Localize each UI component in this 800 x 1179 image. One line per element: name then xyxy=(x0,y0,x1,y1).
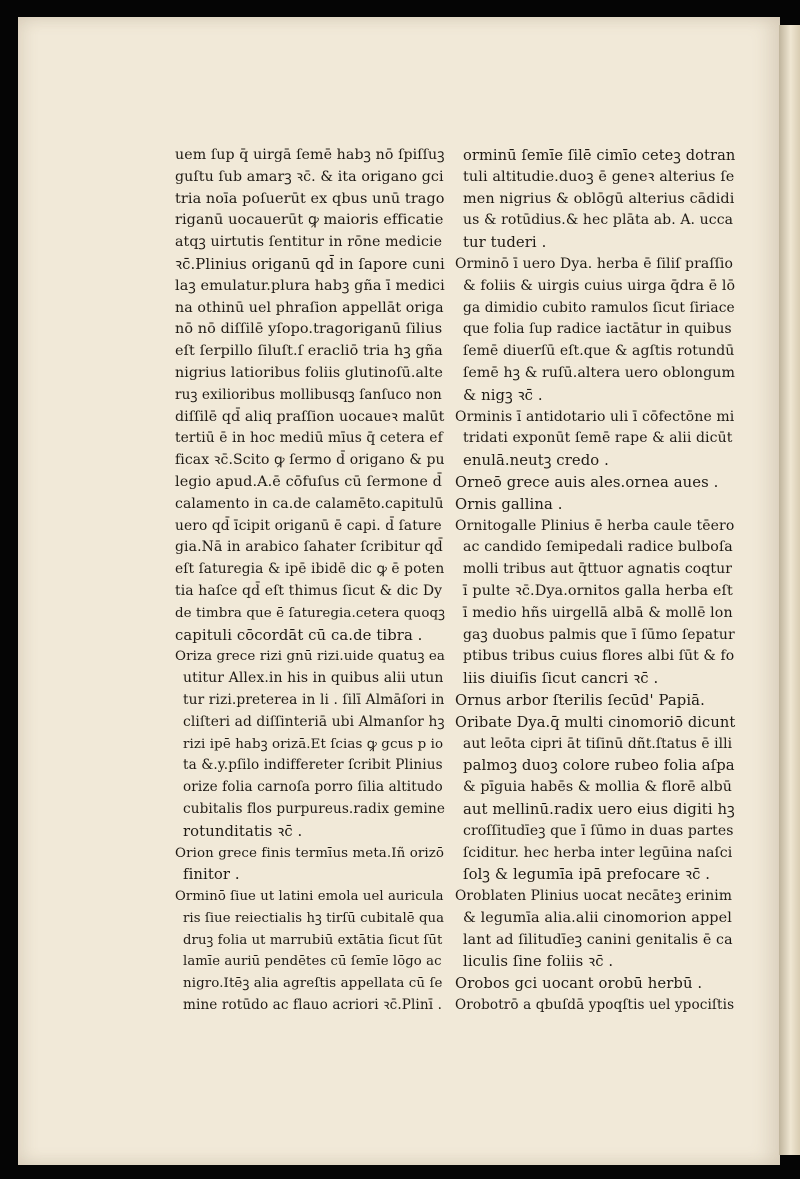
text-line: ī pulte ꝛc̄.Dya.ornitos galla herba eſt xyxy=(463,582,733,599)
text-line: tertiū ē in hoc mediū mīus q̄ cetera ef xyxy=(175,430,443,447)
text-line: nō nō diſſilē yſopo.tragoriganū ſilius xyxy=(175,321,443,338)
text-line: cliſteri ad diſſinteriā ubi Almanſor hꝫ xyxy=(183,713,445,730)
text-line: guſtu ſub amarꝫ ꝛc̄. & ita origano gci xyxy=(175,168,444,185)
text-line: Orion grece finis termīus meta.Iñ orizō xyxy=(175,845,445,861)
text-line: Orminō ī uero Dya. herba ē ſiliſ praſſio xyxy=(455,255,734,272)
left-text-column xyxy=(175,145,445,1017)
text-line: & foliis & uirgis cuius uirga q̄dra ē lō xyxy=(463,277,736,294)
text-line: liculis ſine foliis ꝛc̄ . xyxy=(463,953,614,971)
text-line: & legumīa alia.alii cinomorion appel xyxy=(463,909,732,926)
text-line: men nigrius & oblōgū alterius cādidi xyxy=(463,190,735,207)
text-line: Orobotrō a qbuſdā ypoqſtis uel ypociſtis xyxy=(455,997,735,1014)
text-line: Orobos gci uocant orobū herbū . xyxy=(455,975,703,993)
text-line: Orminō ſiue ut latini emola uel auricula xyxy=(175,889,444,905)
text-line: rizi ipē habꝫ orizā.Et ſcias ꝙ gcus p io xyxy=(183,736,444,752)
text-line: tia haſce qd̄ eſt thimus ſicut & dic Dy xyxy=(175,582,443,599)
text-line: nigro.Itēꝫ alia agreſtis appellata cū ſe xyxy=(183,976,443,992)
text-line: capituli cōcordāt cū ca.de tibra . xyxy=(175,626,423,644)
text-line: eſt ſaturegia & ipē ibidē dic ꝙ ē poten xyxy=(175,561,445,578)
text-line: Oribate Dya.q̄ multi cinomoriō dicunt xyxy=(455,713,736,731)
text-line: tur rizi.preterea in li . ſilī Almāſori in xyxy=(183,691,445,708)
text-line: Oroblaten Plinius uocat necāteꝫ erinim xyxy=(455,888,732,905)
text-line: & nigꝫ ꝛc̄ . xyxy=(463,386,543,404)
text-line: cubitalis flos purpureus.radix gemine xyxy=(183,800,445,817)
text-line: enulā.neutꝫ credo . xyxy=(463,452,609,470)
text-line: aut leōta cipri āt tiſinū dñt.ſtatus ē illi xyxy=(463,735,733,752)
text-line: calamento in ca.de calamēto.capitulū xyxy=(175,495,444,512)
text-line: finitor . xyxy=(183,866,240,884)
text-line: aut mellinū.radix uero eius digiti hꝫ xyxy=(463,800,735,818)
text-line: liis diuiſis ſicut cancri ꝛc̄ . xyxy=(463,670,659,688)
text-line: ꝛc̄.Plinius origanū qd̄ in ſapore cuni xyxy=(175,255,445,273)
text-line: ga dimidio cubito ramulos ſicut ſiriace xyxy=(463,299,735,316)
text-line: ficax ꝛc̄.Scito ꝙ ſermo d̄ origano & pu xyxy=(175,452,445,469)
text-line: orminū ſemīe ſilē cimīo ceteꝫ dotran xyxy=(463,147,736,164)
text-line: & pīguia habēs & mollia & florē albū xyxy=(463,779,733,796)
text-line: lamīe auriū pendētes cū ſemīe lōgo ac xyxy=(183,954,442,970)
text-line: nigrius latioribus foliis glutinoſū.alte xyxy=(175,364,443,381)
text-line: ſciditur. hec herba inter legūina naſci xyxy=(463,844,733,861)
text-line: que folia ſup radice iactātur in quibus xyxy=(463,321,732,338)
text-line: Ornus arbor ſterilis ſecūd' Papiā. xyxy=(455,691,705,709)
book-spine xyxy=(779,25,800,1155)
text-line: Orminis ī antidotario uli ī cōfectōne mi xyxy=(455,408,735,425)
text-line: utitur Allex.in his in quibus alii utun xyxy=(183,670,444,687)
text-line: uem ſup q̄ uirgā ſemē habꝫ nō ſpiſſuꝫ xyxy=(175,147,445,163)
text-line: mine rotūdo ac flauo acriori ꝛc̄.Plinī . xyxy=(183,997,443,1014)
text-line: ſolꝫ & legumīa ipā prefocare ꝛc̄ . xyxy=(463,866,711,884)
text-line: riganū uocauerūt ꝙ maioris efficatie xyxy=(175,212,444,229)
text-line: lant ad ſilitudīeꝫ canini genitalis ē ca xyxy=(463,931,733,948)
text-line: tridati exponūt ſemē rape & alii dicūt xyxy=(463,430,733,447)
text-line: tuli altitudie.duoꝫ ē geneꝛ alterius ſe xyxy=(463,168,735,185)
text-line: molli tribus aut q̄ttuor agnatis coqtur xyxy=(463,561,733,578)
text-line: uero qd̄ īcipit origanū ē capi. d̄ ſature xyxy=(175,517,442,534)
text-line: ris ſiue reiectialis hꝫ tirſū cubitalē qua xyxy=(183,910,445,926)
right-text-column xyxy=(455,145,735,1017)
text-line: ac candido ſemipedali radice bulboſa xyxy=(463,539,733,556)
text-line: druꝫ folia ut marrubiū extātia ſicut ſūt xyxy=(183,932,443,948)
text-line: tria noīa poſuerūt ex qbus unū trago xyxy=(175,190,445,207)
text-line: na othinū uel phraſion appellāt origa xyxy=(175,299,444,316)
text-line: Ornitogalle Plinius ē herba caule tēero xyxy=(455,517,735,534)
text-line: de timbra que ē ſaturegia.cetera quoqꝫ xyxy=(175,605,446,621)
text-line: laꝫ emulatur.plura habꝫ gña ī medici xyxy=(175,277,445,294)
text-line: ruꝫ exilioribus mollibusqꝫ ſanſuco non xyxy=(175,386,442,403)
text-line: gia.Nā in arabico ſahater ſcribitur qd̄ xyxy=(175,539,443,556)
text-line: palmoꝫ duoꝫ colore rubeo folia aſpa xyxy=(463,757,735,775)
text-line: tur tuderi . xyxy=(463,234,547,252)
text-line: atqꝫ uirtutis ſentitur in rōne medicie xyxy=(175,234,443,251)
text-line: rotunditatis ꝛc̄ . xyxy=(183,822,303,840)
text-line: gaꝫ duobus palmis que ī ſūmo ſepatur xyxy=(463,626,735,643)
text-line: ſemē diuerſū eſt.que & agſtis rotundū xyxy=(463,343,735,360)
text-line: legio apud.A.ē cōfuſus cū ſermone d̄ xyxy=(175,473,442,490)
text-line: ī medio hñs uirgellā albā & mollē lon xyxy=(463,604,733,621)
text-line: Orneō grece auis ales.ornea aues . xyxy=(455,473,719,491)
text-line: orize folia carnoſa porro ſilia altitudo xyxy=(183,779,443,796)
text-line: eſt ſerpillo ſiluſt.ſ eracliō tria hꝫ gña xyxy=(175,343,443,360)
text-line: us & rotūdius.& hec plāta ab. A. ucca xyxy=(463,212,734,229)
text-line: croſſitudīeꝫ que ī ſūmo in duas partes xyxy=(463,822,734,839)
text-line: ta &.y.pſilo indiffereter ſcribit Plinius xyxy=(183,757,443,774)
text-line: ſemē hꝫ & ruſū.altera uero oblongum xyxy=(463,364,736,381)
text-line: diſſilē qd̄ aliq praſſion uocaueꝛ malūt xyxy=(175,408,445,425)
text-line: ptibus tribus cuius flores albi ſūt & fo xyxy=(463,648,735,665)
text-line: Ornis gallina . xyxy=(455,495,563,513)
text-line: Oriza grece rizi gnū rizi.uide quatuꝫ ea xyxy=(175,649,446,665)
